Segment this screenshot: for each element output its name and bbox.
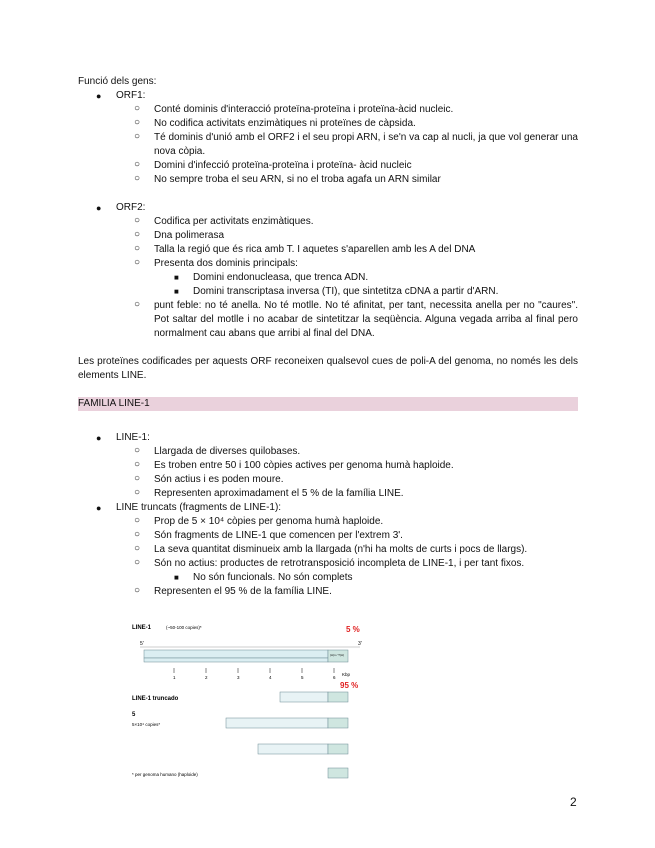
list-item: ○ Conté dominis d'interacció proteïna-proteïna i proteïna-àcid nucleic. (134, 103, 454, 115)
list-item: ○ Representen aproximadament el 5 % de la família LINE. (134, 487, 404, 499)
line1-body-bar-lower (144, 658, 328, 662)
list-item: ○ Presenta dos dominis principals: (134, 257, 298, 269)
bullet-icon: ● (96, 503, 102, 513)
circle-bullet-icon: ○ (134, 103, 141, 114)
section-title: Funció dels gens: (78, 76, 157, 87)
fragment-bar (258, 744, 328, 754)
bullet-icon: ● (96, 203, 102, 213)
closing-paragraph: Les proteïnes codificades per aquests ORF reconeixen qualsevol cues de poli-A del genoma, no només les dels elements LINE. (78, 356, 578, 381)
list-item-truncated: ● LINE truncats (fragments de LINE-1): (96, 502, 282, 513)
list-item: ○ Domini d'infecció proteïna-proteïna i proteïna- àcid nucleic (134, 159, 412, 171)
scale-label: 6 (333, 675, 336, 680)
page-number: 2 (570, 795, 577, 809)
list-item: ○ Representen el 95 % de la família LINE. (134, 585, 332, 597)
bullet-icon: ● (96, 433, 102, 443)
circle-bullet-icon: ○ (134, 257, 141, 268)
circle-bullet-icon: ○ (134, 515, 141, 526)
fragment-bar (280, 692, 328, 702)
list-item: ○ Talla la regió que és rica amb T. I aquetes s'aparellen amb les A del DNA (134, 243, 476, 255)
list-item: ○ Té dominis d'unió amb el ORF2 i el seu propi ARN, i se'n va cap al nucli, ja que vol generar una nova còpia. (134, 131, 578, 157)
list-item: ○ Dna polimerasa (134, 229, 225, 241)
diagram-svg (130, 620, 370, 785)
orf2-label: ORF2: (116, 202, 146, 213)
circle-bullet-icon: ○ (134, 159, 141, 170)
bullet-icon: ● (96, 91, 102, 101)
scale-label: 2 (205, 675, 208, 680)
list-item: ○ No sempre troba el seu ARN, si no el troba agafa un ARN similar (134, 173, 441, 185)
sub-list-item: ■ No són funcionals. No són complets (174, 572, 353, 583)
scale-ticks (174, 668, 334, 673)
fragment-tail (328, 692, 348, 702)
list-item-line1: ● LINE-1: (96, 432, 150, 443)
orf1-label: ORF1: (116, 90, 146, 101)
scale-label: 3 (237, 675, 240, 680)
circle-bullet-icon: ○ (134, 299, 141, 310)
pct-bottom: 95 % (340, 681, 359, 690)
top-label: LINE-1 (132, 625, 152, 631)
five-prime: 5' (140, 641, 144, 647)
footnote: * per genoma humano (haploide) (132, 772, 198, 777)
list-item: ○ Llargada de diverses quilobases. (134, 445, 301, 457)
pct-top: 5 % (346, 625, 360, 634)
circle-bullet-icon: ○ (134, 487, 141, 498)
fragment-tail (328, 718, 348, 728)
line1-diagram (130, 620, 370, 785)
list-item: ○ Prop de 5 × 10⁴ còpies per genoma humà haploide. (134, 515, 384, 527)
square-bullet-icon: ■ (174, 287, 179, 296)
square-bullet-icon: ■ (174, 573, 179, 582)
circle-bullet-icon: ○ (134, 229, 141, 240)
circle-bullet-icon: ○ (134, 445, 141, 456)
list-item: ○ Són actius i es poden moure. (134, 473, 284, 485)
circle-bullet-icon: ○ (134, 459, 141, 470)
circle-bullet-icon: ○ (134, 543, 141, 554)
list-item: ○ Són fragments de LINE-1 que comencen per l'extrem 3'. (134, 529, 403, 541)
circle-bullet-icon: ○ (134, 173, 141, 184)
circle-bullet-icon: ○ (134, 585, 141, 596)
circle-bullet-icon: ○ (134, 473, 141, 484)
scale-label: 4 (269, 675, 272, 680)
list-item: ○ punt feble: no té anella. No té motlle. No té afinitat, per tant, necessita anella per no "caures". Pot saltar del motlle i no acabar de sintetitzar la seqüència. Alguna vegada arriba al final pero normalment cau abans que arribi al final del DNA. (134, 299, 578, 339)
circle-bullet-icon: ○ (134, 557, 141, 568)
fragment-tail (328, 768, 348, 778)
fragment-bar (226, 718, 328, 728)
list-item: ○ Es troben entre 50 i 100 còpies actives per genoma humà haploide. (134, 459, 454, 471)
scale-label: 5 (301, 675, 304, 680)
list-item-orf2 (78, 201, 578, 215)
list-item: ○ No codifica activitats enzimàtiques ni proteïnes de càpsida. (134, 117, 416, 129)
list-item: ○ La seva quantitat disminueix amb la llargada (n'hi ha molts de curts i pocs de llargs). (134, 543, 528, 555)
trunc-label: LINE-1 truncado (132, 696, 179, 702)
polya-label: (A)n / T(A) (330, 653, 344, 657)
list-item-orf1 (78, 89, 578, 103)
square-bullet-icon: ■ (174, 273, 179, 282)
sub-list-item: ■ Domini endonucleasa, que trenca ADN. (174, 272, 369, 283)
circle-bullet-icon: ○ (134, 215, 141, 226)
circle-bullet-icon: ○ (134, 117, 141, 128)
fragment-tail (328, 744, 348, 754)
list-item: ○ Codifica per activitats enzimàtiques. (134, 215, 314, 227)
line1-body-bar (144, 650, 328, 658)
circle-bullet-icon: ○ (134, 131, 141, 142)
circle-bullet-icon: ○ (134, 243, 141, 254)
section-heading: FAMILIA LINE-1 (78, 397, 578, 411)
circle-bullet-icon: ○ (134, 529, 141, 540)
trunc-num: 5 (132, 712, 136, 718)
list-item: ○ Són no actius: productes de retrotransposició incompleta de LINE-1, i per tant fixos. (134, 557, 525, 569)
three-prime: 3' (358, 641, 362, 647)
kbp-label: Kbp (342, 672, 351, 677)
scale-label: 1 (173, 675, 176, 680)
trunc-copies: 5×10⁴ copies* (132, 722, 161, 727)
document-page (78, 75, 578, 599)
sub-list-item: ■ Domini transcriptasa inversa (TI), que sintetitza cDNA a partir d'ARN. (174, 286, 499, 297)
top-copies: (~50-100 copies)* (166, 625, 202, 630)
